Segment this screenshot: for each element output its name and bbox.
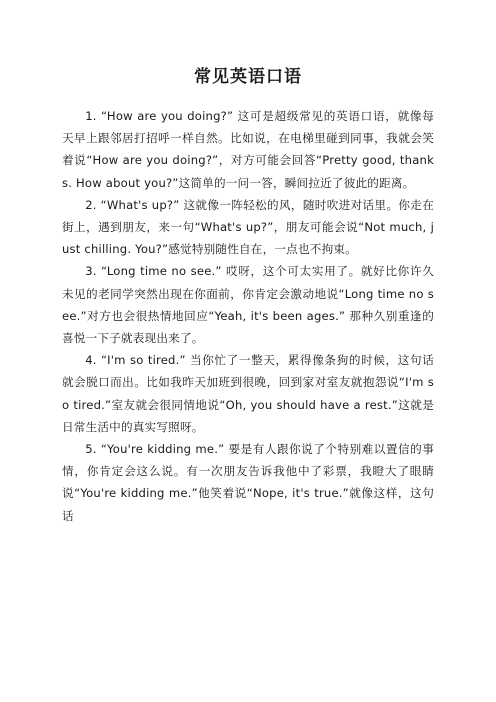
document-body bbox=[62, 105, 434, 527]
paragraph-4: 4. “I'm so tired.” 当你忙了一整天，累得像条狗的时候，这句话就会脱口而出。比如我昨天加班到很晚，回到家对室友就抱怨说“I'm so tired.”室友就会很同情地说“Oh, you should have a rest.”这就是日常生活中的真实写照呀。 bbox=[62, 353, 434, 434]
paragraph-5: 5. “You're kidding me.” 要是有人跟你说了个特别难以置信的事情，你肯定会这么说。有一次朋友告诉我他中了彩票，我瞪大了眼睛说“You're kidding me.”他笑着说“Nope, it's true.”就像这样，这句话 bbox=[62, 442, 434, 523]
paragraph-2: 2. “What's up?” 这就像一阵轻松的风，随时吹进对话里。你走在街上，遇到朋友，来一句“What's up?”，朋友可能会说“Not much, just chilling. You?”感觉特别随性自在，一点也不拘束。 bbox=[62, 197, 434, 257]
document-title: 常见英语口语 bbox=[194, 67, 302, 87]
paragraph-3: 3. “Long time no see.” 哎呀，这个可太实用了。就好比你许久未见的老同学突然出现在你面前，你肯定会激动地说“Long time no see.”对方也会很热情地回应“Yeah, it's been ages.” 那种久别重逢的喜悦一下子就表现出来了。 bbox=[62, 264, 434, 346]
paragraph-1: 1. “How are you doing?” 这可是超级常见的英语口语，就像每天早上跟邻居打招呼一样自然。比如说，在电梯里碰到同事，我就会笑着说“How are you doing?”，对方可能会回答“Pretty good, thanks. How about you?”这简单的一问一答，瞬间拉近了彼此的距离。 bbox=[62, 109, 434, 190]
